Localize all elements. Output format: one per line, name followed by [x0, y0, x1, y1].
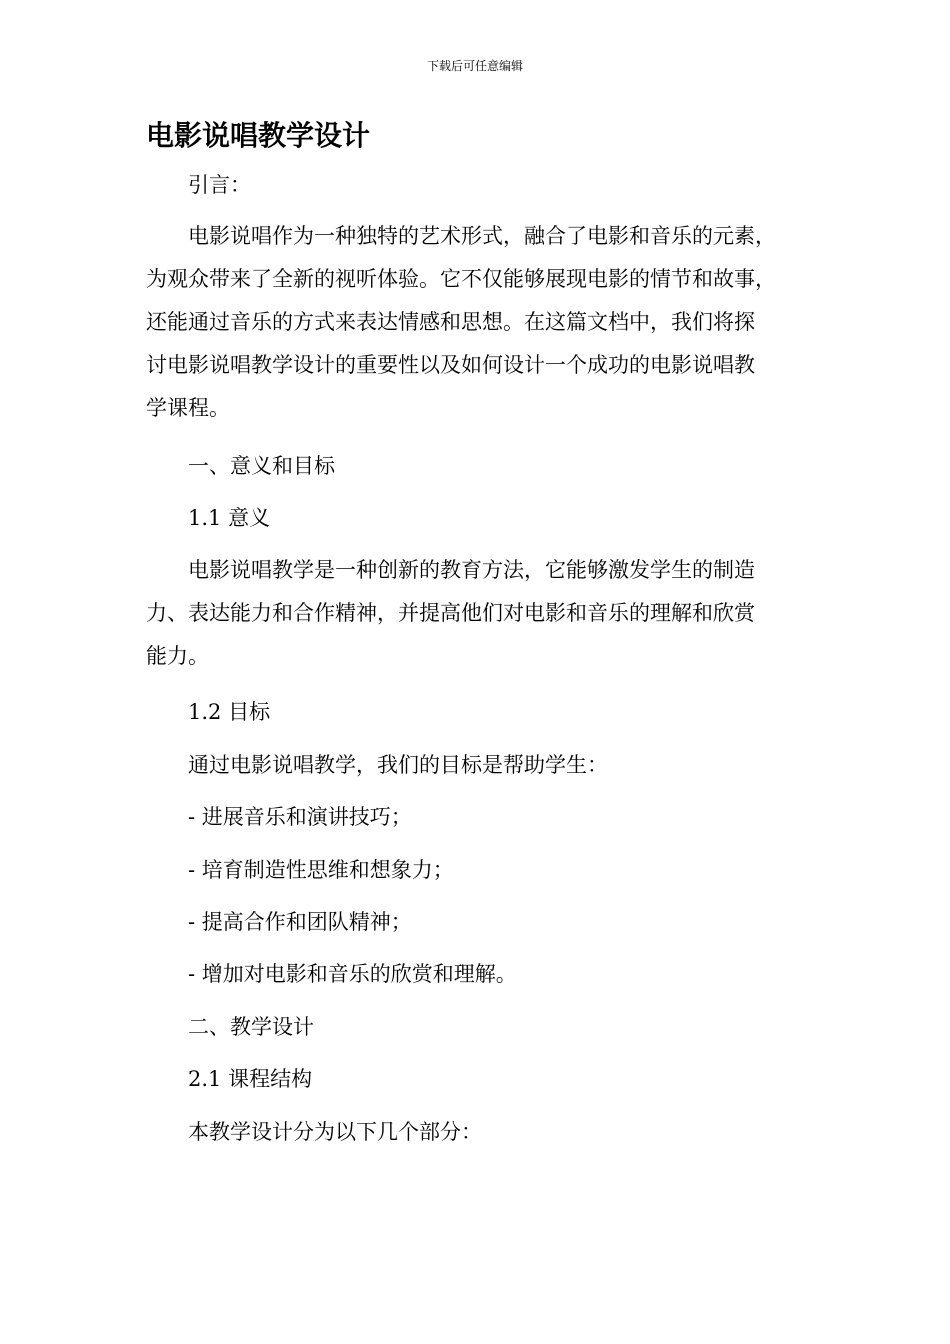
- paragraph-line: 电影说唱教学是一种创新的教育方法，它能够激发学生的制造: [188, 558, 755, 582]
- paragraph-line: 为观众带来了全新的视听体验。它不仅能够展现电影的情节和故事，: [146, 267, 776, 291]
- goal-item: - 增加对电影和音乐的欣赏和理解。: [188, 962, 517, 986]
- subsection-heading-1-1: 1.1 意义: [188, 506, 271, 530]
- document-title: 电影说唱教学设计: [146, 119, 371, 152]
- paragraph-line: 力、表达能力和合作精神，并提高他们对电影和音乐的理解和欣赏: [146, 601, 755, 625]
- subsection-heading-2-1: 2.1 课程结构: [188, 1067, 313, 1091]
- paragraph-line: 还能通过音乐的方式来表达情感和思想。在这篇文档中，我们将探: [146, 310, 755, 334]
- goal-item: - 进展音乐和演讲技巧；: [188, 805, 412, 829]
- paragraph-line: 讨电影说唱教学设计的重要性以及如何设计一个成功的电影说唱教: [146, 353, 755, 377]
- goal-item: - 培育制造性思维和想象力；: [188, 858, 454, 882]
- intro-label: 引言：: [188, 173, 251, 197]
- course-structure-paragraph: 本教学设计分为以下几个部分：: [188, 1120, 482, 1144]
- subsection-heading-1-2: 1.2 目标: [188, 700, 271, 724]
- paragraph-line: 学课程。: [146, 396, 230, 420]
- section-heading-1: 一、意义和目标: [188, 454, 335, 478]
- section-heading-2: 二、教学设计: [188, 1015, 314, 1039]
- goals-intro: 通过电影说唱教学，我们的目标是帮助学生：: [188, 753, 608, 777]
- meaning-paragraph: [146, 549, 806, 678]
- goal-item: - 提高合作和团队精神；: [188, 910, 412, 934]
- paragraph-line: 能力。: [146, 644, 209, 668]
- header-note: 下载后可任意编辑: [426, 59, 523, 73]
- intro-paragraph: [146, 215, 806, 430]
- paragraph-line: 电影说唱作为一种独特的艺术形式，融合了电影和音乐的元素，: [188, 224, 776, 248]
